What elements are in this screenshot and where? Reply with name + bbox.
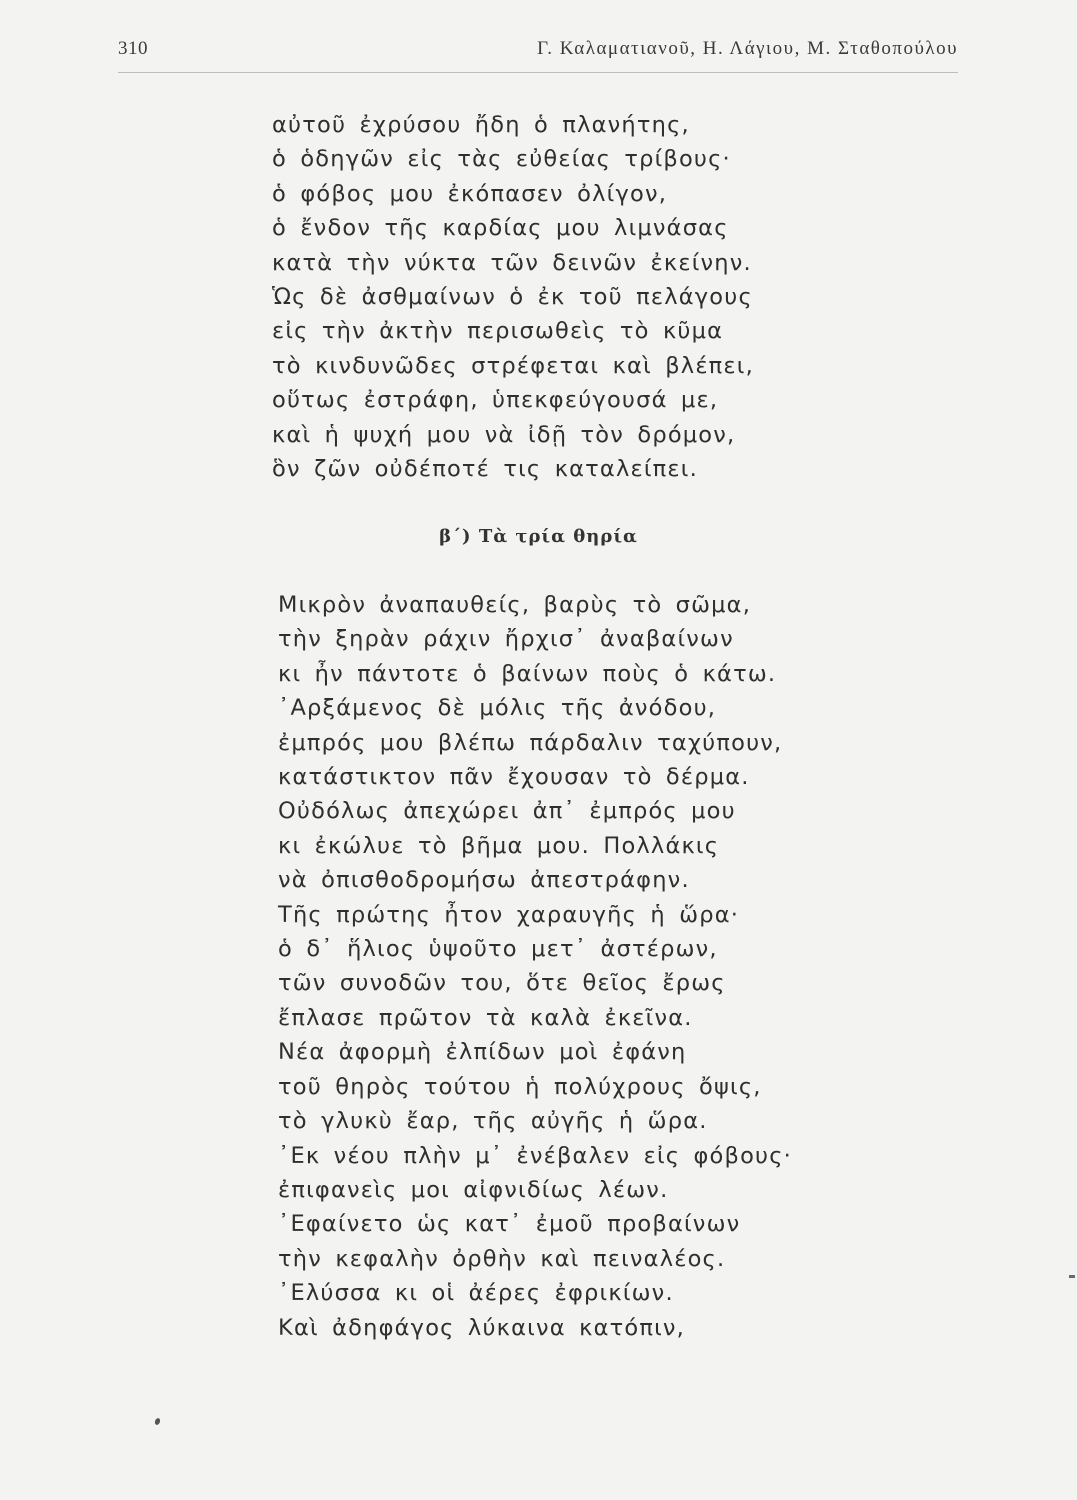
poem-line: ὃν ζῶν οὐδέποτέ τις καταλείπει.: [272, 456, 698, 483]
poem-line: τὴν ξηρὰν ράχιν ἤρχισ᾽ ἀναβαίνων: [278, 626, 734, 653]
poem-line: κατὰ τὴν νύκτα τῶν δεινῶν ἐκείνην.: [272, 249, 752, 276]
poem-line: ὁ ἔνδον τῆς καρδίας μου λιμνάσας: [272, 215, 729, 242]
edge-mark: [1069, 1275, 1075, 1278]
poem-line: Καὶ ἀδηφάγος λύκαινα κατόπιν,: [278, 1314, 685, 1341]
poem-line: ᾽Εφαίνετο ὡς κατ᾽ ἐμοῦ προβαίνων: [278, 1211, 741, 1238]
poem-line: οὕτως ἐστράφη, ὑπεκφεύγουσά με,: [272, 387, 719, 414]
poem-line: νὰ ὀπισθοδρομήσω ἀπεστράφην.: [278, 867, 690, 894]
poem-line: Τῆς πρώτης ἦτον χαραυγῆς ἡ ὥρα·: [278, 901, 740, 928]
poem-line: κατάστικτον πᾶν ἔχουσαν τὸ δέρμα.: [278, 764, 750, 791]
poem-line: Ὡς δὲ ἀσθμαίνων ὁ ἐκ τοῦ πελάγους: [272, 284, 753, 311]
poem-line: ὁ ὁδηγῶν εἰς τὰς εὐθείας τρίβους·: [272, 146, 731, 173]
poem-line: ἔπλασε πρῶτον τὰ καλὰ ἐκεῖνα.: [278, 1004, 693, 1031]
poem-line: τὸ γλυκὺ ἔαρ, τῆς αὐγῆς ἡ ὥρα.: [278, 1108, 708, 1135]
poem-line: ὁ φόβος μου ἐκόπασεν ὀλίγον,: [272, 180, 668, 207]
poem-line: καὶ ἡ ψυχή μου νὰ ἰδῇ τὸν δρόμον,: [272, 421, 736, 448]
page-number: 310: [118, 38, 148, 59]
poem-stanza-2: [278, 588, 792, 1345]
poem-line: τὸ κινδυνῶδες στρέφεται καὶ βλέπει,: [272, 352, 754, 379]
poem-line: τοῦ θηρὸς τούτου ἡ πολύχρους ὄψις,: [278, 1073, 762, 1100]
poem-line: τὴν κεφαλὴν ὀρθὴν καὶ πειναλέος.: [278, 1245, 726, 1272]
poem-line: ἐμπρός μου βλέπω πάρδαλιν ταχύπουν,: [278, 729, 783, 756]
running-head: Γ. Καλαματιανοῦ, Η. Λάγιου, Μ. Σταθοπούλου: [537, 38, 958, 59]
poem-line: τῶν συνοδῶν του, ὅτε θεῖος ἔρως: [278, 970, 726, 997]
poem-line: κι ἦν πάντοτε ὁ βαίνων ποὺς ὁ κάτω.: [278, 660, 777, 687]
poem-line: ᾽Αρξάμενος δὲ μόλις τῆς ἀνόδου,: [278, 695, 717, 722]
poem-line: ὁ δ᾽ ἥλιος ὑψοῦτο μετ᾽ ἀστέρων,: [278, 936, 718, 963]
poem-line: εἰς τὴν ἀκτὴν περισωθεὶς τὸ κῦμα: [272, 318, 724, 345]
poem-line: ᾽Ελύσσα κι οἱ ἀέρες ἐφρικίων.: [278, 1280, 674, 1307]
poem-line: κι ἐκώλυε τὸ βῆμα μου. Πολλάκις: [278, 832, 720, 859]
poem-line: ἐπιφανεὶς μοι αἰφνιδίως λέων.: [278, 1176, 669, 1203]
poem-line: αὐτοῦ ἐχρύσου ἤδη ὁ πλανήτης,: [272, 112, 690, 138]
poem-line: Νέα ἀφορμὴ ἐλπίδων μοὶ ἐφάνη: [278, 1039, 687, 1066]
poem-line: ᾽Εκ νέου πλὴν μ᾽ ἐνέβαλεν εἰς φόβους·: [278, 1142, 793, 1169]
poem-line: Οὐδόλως ἀπεχώρει ἀπ᾽ ἐμπρός μου: [278, 798, 736, 825]
poem-line: Μικρὸν ἀναπαυθείς, βαρὺς τὸ σῶμα,: [278, 592, 752, 618]
ink-spot-mark: [154, 1417, 161, 1425]
poem-stanza-1: [272, 108, 754, 486]
page-header: [118, 36, 958, 73]
section-heading: β΄) Τὰ τρία θηρία: [439, 526, 638, 547]
